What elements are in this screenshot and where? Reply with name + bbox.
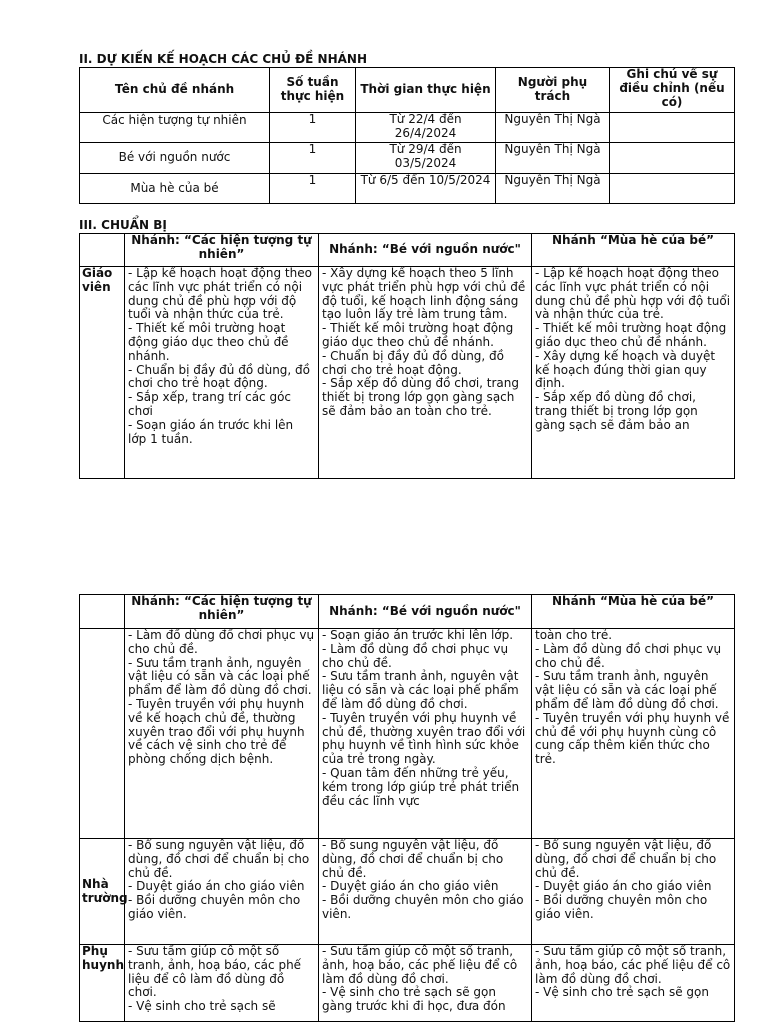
prep-header-branch-1: Nhánh: “Các hiện tượng tự nhiên” (125, 595, 319, 629)
list-item: - Thiết kế môi trường hoạt động giáo dục theo chủ đề nhánh. (535, 321, 727, 349)
list-item: - Bồi dưỡng chuyên môn cho giáo viên. (322, 893, 524, 921)
topic-name: Mùa hè của bé (80, 174, 270, 204)
plan-header-person: Người phụ trách (496, 68, 610, 113)
plan-header-weeks: Số tuần thực hiện (270, 68, 356, 113)
list-item: - Tuyên truyền với phụ huynh về chủ đề với phụ huynh cùng cô cung cấp thêm kiến thức cho trẻ. (535, 710, 730, 767)
prep-header-branch-2: Nhánh: “Bé với nguồn nước" (319, 595, 532, 629)
topic-time: Từ 29/4 đến 03/5/2024 (356, 143, 496, 174)
list-item: - Vệ sinh cho trẻ sạch sẽ (128, 999, 276, 1014)
preparation-table-2 (79, 594, 735, 1022)
plan-header-note: Ghi chú về sự điều chỉnh (nếu có) (610, 68, 735, 113)
prep-corner-cell (80, 595, 125, 629)
list-item: - Sưu tầm tranh ảnh, nguyên vật liệu có sẵn và các loại phế phẩm để làm đồ dùng đồ chơi. (128, 655, 312, 698)
list-item: - Bồi dưỡng chuyên môn cho giáo viên. (128, 893, 301, 921)
list-item: - Vệ sinh cho trẻ sạch sẽ gọn (535, 985, 709, 1000)
school-prep-branch-2 (319, 839, 532, 945)
list-item: - Lập kế hoạch hoạt động theo các lĩnh vực phát triển có nội dung chủ đề phù hợp với độ tuổi và nhận thức của trẻ. (535, 267, 731, 322)
topic-weeks: 1 (270, 113, 356, 143)
list-item: - Vệ sinh cho trẻ sạch sẽ gọn gàng trước khi đi học, đưa đón (322, 985, 506, 1014)
list-item: - Bồi dưỡng chuyên môn cho giáo viên. (535, 893, 708, 921)
preparation-table-1 (79, 233, 735, 479)
parent-prep-branch-3 (532, 945, 735, 1022)
list-item: - Soạn giáo án trước khi lên lớp. (322, 629, 514, 642)
list-item: - Duyệt giáo án cho giáo viên (128, 879, 305, 894)
topic-person: Nguyễn Thị Ngà (496, 174, 610, 204)
teacher-prep-branch-3 (532, 267, 735, 479)
table-row (80, 113, 735, 143)
topic-name: Bé với nguồn nước (80, 143, 270, 174)
list-item: - Lập kế hoạch hoạt động theo các lĩnh vực phát triển có nội dung chủ đề phù hợp với độ tuổi và nhận thức của trẻ. (128, 266, 312, 322)
table-row (80, 174, 735, 204)
list-item: - Sưu tầm giúp cô một số tranh, ảnh, hoạ báo, các phế liệu để cô làm đồ dùng đồ chơi. (535, 945, 731, 986)
topic-time: Từ 6/5 đến 10/5/2024 (356, 174, 496, 204)
list-item: - Duyệt giáo án cho giáo viên (322, 879, 499, 894)
teacher-prep-branch-2 (319, 267, 532, 479)
list-item: - Sắp xếp đồ dùng đồ chơi, trang thiết bị trong lớp gọn gàng sạch sẽ đảm bảo an toàn cho trẻ. (322, 376, 519, 418)
list-item: - Thiết kế môi trường hoạt động giáo dục theo chủ đề nhánh. (128, 321, 289, 363)
table-row (80, 267, 735, 479)
teacher-prep-branch-2-continued (319, 629, 532, 839)
parent-prep-branch-2 (319, 945, 532, 1022)
list-item: - Quan tâm đến những trẻ yếu, kém trong lớp giúp trẻ phát triển đều các lĩnh vực (322, 765, 520, 808)
table-row (80, 945, 735, 1022)
list-item: - Soạn giáo án trước khi lên lớp 1 tuần. (128, 417, 294, 446)
list-item: toàn cho trẻ. (535, 628, 613, 642)
plan-header-name: Tên chủ đề nhánh (80, 68, 270, 113)
teacher-prep-branch-3-continued (532, 629, 735, 839)
list-item: - Làm đồ dùng đồ chơi phục vụ cho chủ đề. (322, 641, 509, 670)
list-item: - Tuyên truyền với phụ huynh về kế hoạch chủ đề, thường xuyên trao đổi với phụ huynh về cách vệ sinh cho trẻ để phòng chống dịch bệnh. (128, 696, 305, 767)
list-item: - Chuẩn bị đầy đủ đồ dùng, đồ chơi cho trẻ hoạt động. (128, 362, 311, 391)
prep-corner-cell (80, 234, 125, 267)
topic-note (610, 174, 735, 204)
topic-note (610, 143, 735, 174)
list-item: - Sưu tầm giúp cô một số tranh, ảnh, hoạ báo, các phế liệu để cô làm đồ dùng đồ chơi. (322, 945, 518, 986)
table-row (80, 629, 735, 839)
list-item: - Sưu tầm tranh ảnh, nguyên vật liệu có sẵn và các loại phế phẩm để làm đồ dùng đồ chơi. (322, 669, 519, 711)
teacher-prep-branch-1-continued (125, 629, 319, 839)
list-item: - Xây dựng kế hoạch và duyệt kế hoạch đúng thời gian quy định. (535, 348, 716, 391)
prep-header-branch-3: Nhánh “Mùa hè của bé” (532, 234, 735, 267)
list-item: - Chuẩn bị đầy đủ đồ dùng, đồ chơi cho trẻ hoạt động. (322, 348, 505, 377)
topic-weeks: 1 (270, 174, 356, 204)
list-item: - Làm đồ dùng đồ chơi phục vụ cho chủ đề. (535, 641, 722, 670)
list-item: - Xây dựng kế hoạch theo 5 lĩnh vực phát triển phù hợp với chủ đề độ tuổi, kế hoạch linh động sáng tạo luôn lấy trẻ làm trung tâm. (322, 266, 526, 322)
topic-person: Nguyễn Thị Ngà (496, 143, 610, 174)
topic-person: Nguyễn Thị Ngà (496, 113, 610, 143)
list-item: - Thiết kế môi trường hoạt động giáo dục theo chủ đề nhánh. (322, 321, 514, 349)
list-item: - Sưu tầm tranh ảnh, nguyên vật liệu có sẵn và các loại phế phẩm để làm đồ dùng đồ chơi. (535, 669, 719, 711)
table-row (80, 143, 735, 174)
topic-weeks: 1 (270, 143, 356, 174)
list-item: - Bổ sung nguyên vật liệu, đồ dùng, đồ chơi để chuẩn bị cho chủ đề. (322, 838, 504, 880)
row-label-teacher: Giáo viên (80, 267, 125, 479)
topic-name: Các hiện tượng tự nhiên (80, 113, 270, 143)
plan-table (79, 67, 735, 204)
prep-header-branch-1: Nhánh: “Các hiện tượng tự nhiên” (125, 234, 319, 267)
row-label-teacher-continued (80, 629, 125, 839)
list-item: - Làm đồ dùng đồ chơi phục vụ cho chủ đề. (128, 628, 315, 656)
list-item: - Bổ sung nguyên vật liệu, đồ dùng, đồ chơi để chuẩn bị cho chủ đề. (128, 838, 310, 880)
plan-header-time: Thời gian thực hiện (356, 68, 496, 113)
parent-prep-branch-1 (125, 945, 319, 1022)
prep-header-branch-2: Nhánh: “Bé với nguồn nước" (319, 234, 532, 267)
school-prep-branch-3 (532, 839, 735, 945)
list-item: - Bổ sung nguyên vật liệu, đồ dùng, đồ chơi để chuẩn bị cho chủ đề. (535, 838, 717, 880)
list-item: - Sắp xếp đồ dùng đồ chơi, trang thiết bị trong lớp gọn gàng sạch sẽ đảm bảo an (535, 390, 698, 432)
list-item: - Sưu tầm giúp cô một số tranh, ảnh, hoạ báo, các phế liệu để cô làm đồ dùng đồ chơi. (128, 945, 302, 1000)
list-item: - Tuyên truyền với phụ huynh về chủ đề, thường xuyên trao đổi với phụ huynh về tình hình sức khỏe của trẻ trong ngày. (322, 710, 526, 767)
topic-time: Từ 22/4 đến 26/4/2024 (356, 113, 496, 143)
section-2-title: II. DỰ KIẾN KẾ HOẠCH CÁC CHỦ ĐỀ NHÁNH (79, 52, 367, 66)
row-label-parent: Phụ huynh (80, 945, 125, 1022)
section-3-title: III. CHUẨN BỊ (79, 218, 167, 232)
prep-header-branch-3: Nhánh “Mùa hè của bé” (532, 595, 735, 629)
table-row (80, 839, 735, 945)
list-item: - Sắp xếp, trang trí các góc chơi (128, 390, 292, 418)
topic-note (610, 113, 735, 143)
list-item: - Duyệt giáo án cho giáo viên (535, 879, 712, 894)
teacher-prep-branch-1 (125, 267, 319, 479)
row-label-school: Nhà trường (80, 839, 125, 945)
school-prep-branch-1 (125, 839, 319, 945)
